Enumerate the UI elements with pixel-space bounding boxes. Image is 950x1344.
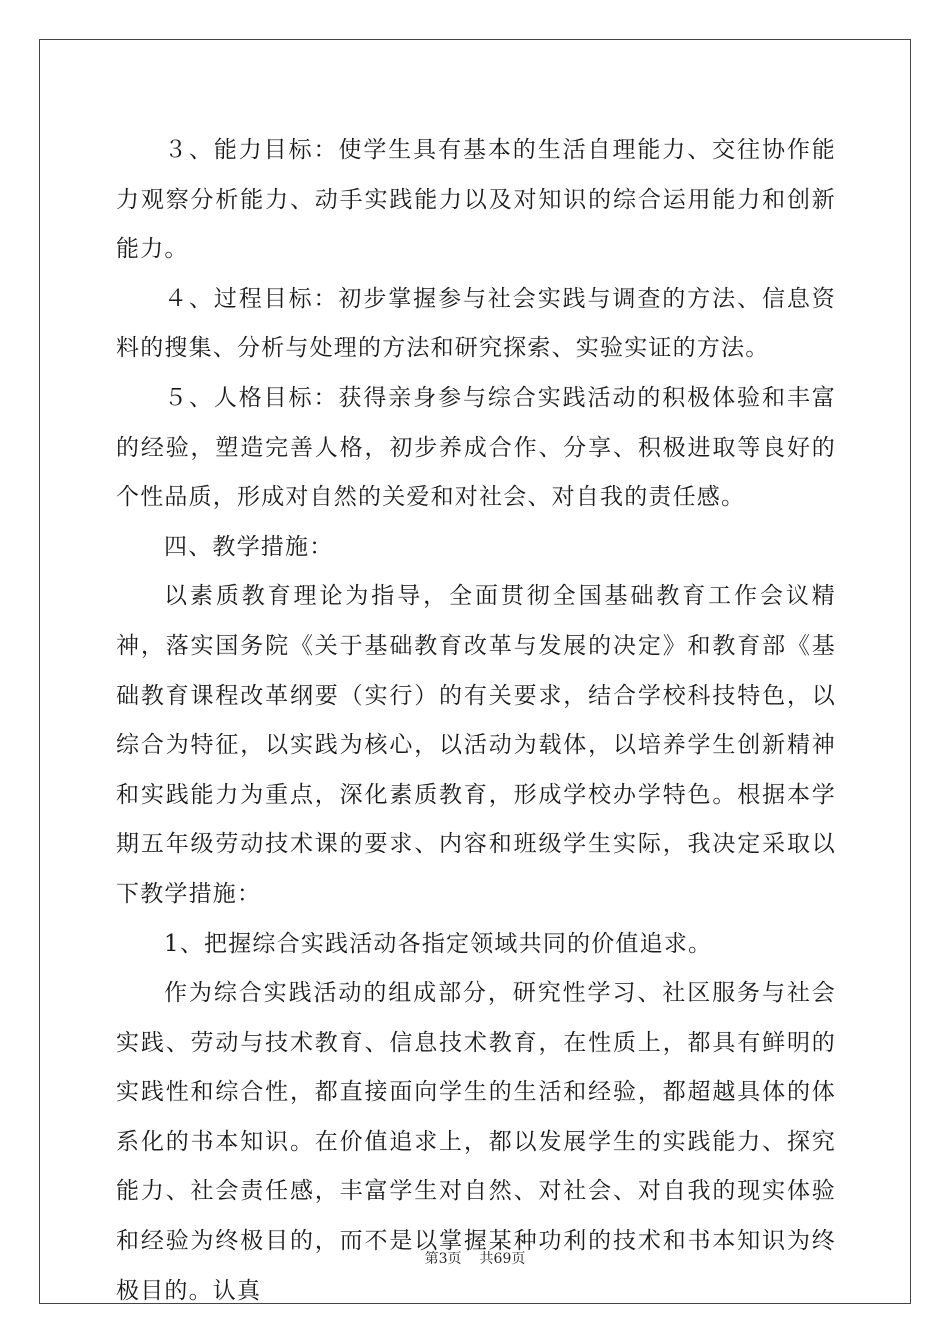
- document-body: [116, 126, 836, 1316]
- page-number: 第3页: [424, 1251, 462, 1267]
- paragraph: ３、能力目标：使学生具有基本的生活自理能力、交往协作能力观察分析能力、动手实践能力以及对知识的综合运用能力和创新能力。: [116, 137, 836, 263]
- paragraph: ５、人格目标：获得亲身参与综合实践活动的积极体验和丰富的经验，塑造完善人格，初步养成合作、分享、积极进取等良好的个性品质，形成对自然的关爱和对社会、对自我的责任感。: [116, 384, 836, 511]
- page-total: 共69页: [479, 1251, 526, 1267]
- paragraph: ４、过程目标：初步掌握参与社会实践与调查的方法、信息资料的搜集、分析与处理的方法和研究探索、实验实证的方法。: [116, 285, 836, 362]
- paragraph: 1、把握综合实践活动各指定领域共同的价值追求。: [164, 930, 713, 957]
- page-footer: [0, 1248, 950, 1268]
- section-heading: 四、教学措施：: [164, 533, 334, 560]
- paragraph: 以素质教育理论为指导，全面贯彻全国基础教育工作会议精神，落实国务院《关于基础教育改革与发展的决定》和教育部《基础教育课程改革纲要（实行）的有关要求，结合学校科技特色，以综合为特征，以实践为核心，以活动为载体，以培养学生创新精神和实践能力为重点，深化素质教育，形成学校办学特色。根据本学期五年级劳动技术课的要求、内容和班级学生实际，我决定采取以下教学措施：: [116, 583, 836, 907]
- paragraph: 作为综合实践活动的组成部分，研究性学习、社区服务与社会实践、劳动与技术教育、信息技术教育，在性质上，都具有鲜明的实践性和综合性，都直接面向学生的生活和经验，都超越具体的体系化的书本知识。在价值追求上，都以发展学生的实践能力、探究能力、社会责任感，丰富学生对自然、对社会、对自我的现实体验和经验为终极目的，而不是以掌握某种功利的技术和书本知识为终极目的。认真: [116, 980, 836, 1304]
